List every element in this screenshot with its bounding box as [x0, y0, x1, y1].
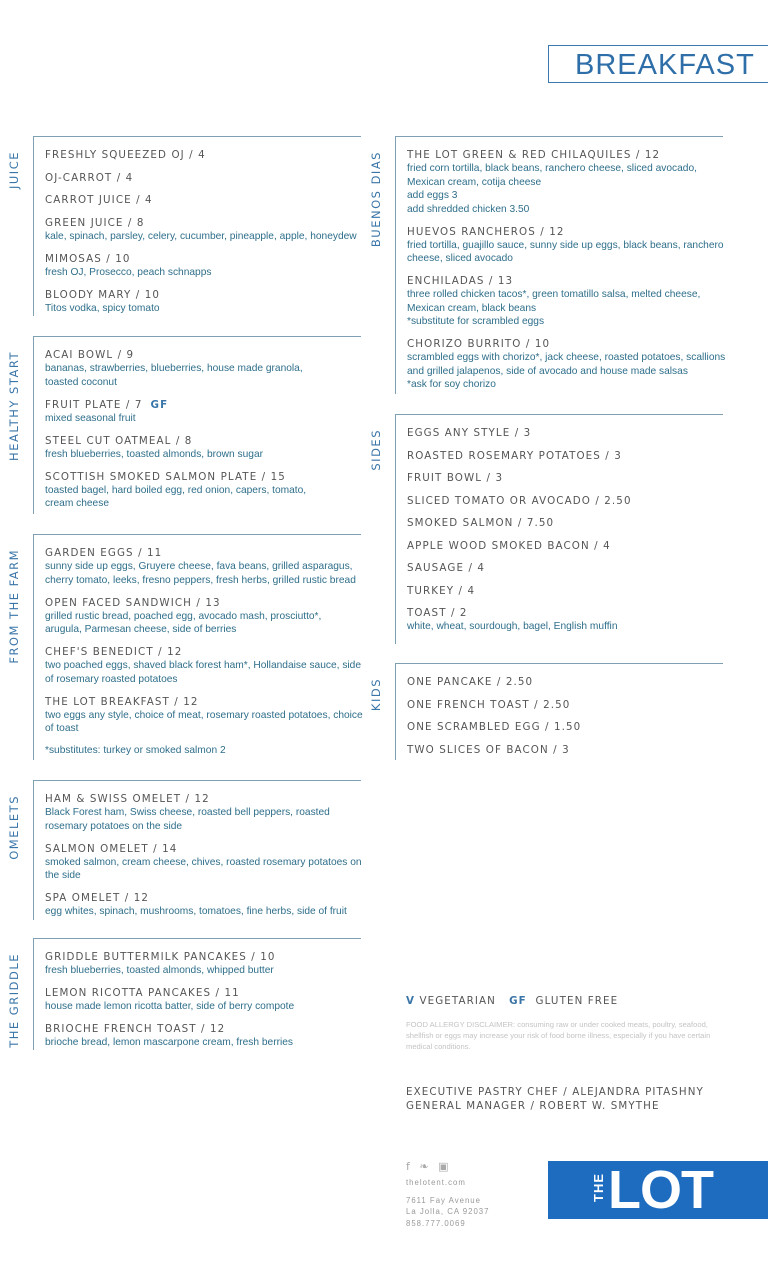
item-price: 9 [126, 349, 135, 361]
item-price: 12 [194, 793, 210, 805]
price-separator: / [521, 338, 535, 350]
price-separator: / [535, 225, 550, 238]
menu-item [407, 606, 723, 634]
menu-item [45, 986, 361, 1014]
item-name: THE LOT BREAKFAST [45, 695, 170, 708]
price-separator: / [482, 472, 496, 484]
item-price: 3 [562, 743, 570, 756]
item-description: Titos vodka, spicy tomato [45, 302, 160, 314]
item-price: 12 [644, 149, 661, 161]
section-label: JUICE [7, 151, 21, 189]
item-price: 15 [270, 470, 286, 483]
gluten-free-badge: GF [150, 398, 169, 411]
item-price: 13 [497, 275, 514, 287]
item-title [407, 561, 723, 575]
price-separator: / [631, 149, 645, 161]
vegetarian-label: VEGETARIAN [419, 995, 496, 1007]
item-title [45, 434, 361, 448]
menu-item [45, 695, 361, 758]
item-title [407, 274, 723, 288]
social-icons [406, 1160, 451, 1173]
menu-item [407, 720, 723, 734]
item-description: three rolled chicken tacos*, green tomatillo salsa, melted cheese, [407, 289, 701, 300]
menu-item [45, 950, 361, 978]
menu-item [407, 148, 723, 216]
item-price: 4 [125, 171, 134, 184]
item-description: fresh blueberries, toasted almonds, brown sugar [45, 448, 264, 460]
item-price: 10 [144, 288, 161, 301]
price-separator: / [529, 698, 544, 711]
item-title [45, 398, 361, 412]
price-separator: / [123, 216, 137, 229]
item-description: rosemary potatoes on the side [45, 820, 183, 832]
item-description: fried tortilla, guajillo sauce, sunny side up eggs, black beans, ranchero [407, 239, 724, 251]
item-title [407, 584, 723, 598]
item-description: grilled rustic bread, poached egg, avocado mash, prosciutto*, [45, 610, 322, 622]
staff-credits [406, 1085, 704, 1113]
item-description: scrambled eggs with chorizo*, jack cheese, roasted potatoes, scallions [407, 352, 726, 363]
address-line: 7611 Fay Avenue [406, 1195, 481, 1205]
item-title [45, 596, 361, 610]
item-title [45, 288, 361, 302]
menu-item [45, 398, 361, 426]
item-description: Mexican cream, cotija cheese [407, 176, 542, 188]
item-title [45, 148, 361, 162]
menu-item [45, 596, 361, 637]
section-buenos-dias [369, 136, 726, 394]
item-title [45, 891, 361, 905]
item-description: of toast [45, 723, 79, 734]
price-separator: / [120, 892, 134, 904]
item-price: 4 [477, 562, 486, 574]
website-link[interactable]: thelotent.com [406, 1178, 466, 1187]
price-separator: / [589, 539, 604, 552]
item-description: fresh OJ, Prosecco, peach schnapps [45, 266, 212, 278]
allergy-disclaimer: FOOD ALLERGY DISCLAIMER: consuming raw or under cooked meats, poultry, seafood, shellfish or eggs may increase your risk of food borne illness, especially if you have certain medical conditions. [406, 1020, 711, 1051]
price-separator: / [513, 517, 527, 529]
menu-item [45, 645, 361, 686]
section-from-the-farm [7, 534, 363, 760]
price-separator: / [446, 607, 460, 619]
item-name: SAUSAGE [407, 562, 465, 574]
menu-item [45, 792, 361, 833]
menu-item [45, 288, 361, 316]
item-name: HUEVOS RANCHEROS [407, 225, 536, 238]
price-separator: / [464, 562, 478, 574]
item-price: 12 [183, 695, 199, 708]
item-name: CHEF'S BENEDICT [45, 646, 154, 658]
menu-item [45, 546, 361, 587]
item-name: THE LOT GREEN & RED CHILAQUILES [407, 149, 632, 161]
menu-title: BREAKFAST [575, 49, 755, 81]
price-separator: / [181, 793, 195, 805]
menu-item [407, 337, 726, 392]
menu-item [407, 539, 723, 553]
item-description: Black Forest ham, Swiss cheese, roasted bell peppers, roasted [45, 807, 330, 818]
section-juice [7, 136, 361, 316]
item-description: cream cheese [45, 498, 109, 509]
item-title [407, 743, 723, 757]
item-price: 2.50 [543, 698, 571, 711]
item-price: 11 [147, 547, 163, 559]
section-omelets [7, 780, 362, 920]
item-price: 11 [224, 987, 240, 999]
menu-item [407, 274, 723, 329]
item-title [45, 546, 361, 560]
social-media-icons[interactable]: f ❧ ▣ [406, 1160, 452, 1173]
menu-item [45, 148, 361, 162]
menu-title-box [548, 45, 768, 83]
item-name: ROASTED ROSEMARY POTATOES [407, 449, 601, 462]
item-description: arugula, Parmesan cheese, side of berries [45, 624, 237, 635]
item-name: SALMON OMELET [45, 842, 149, 855]
item-name: FRUIT PLATE [45, 398, 122, 411]
section-label: OMELETS [7, 795, 21, 860]
menu-item [45, 252, 361, 280]
item-price: 3 [614, 449, 622, 462]
item-title [45, 842, 361, 856]
item-name: CHORIZO BURRITO [407, 338, 522, 350]
item-price: 8 [184, 434, 193, 447]
price-separator: / [510, 427, 524, 439]
phone-number: 858.777.0069 [406, 1218, 466, 1228]
menu-item [407, 449, 723, 463]
price-separator: / [113, 349, 127, 361]
item-title [407, 516, 723, 530]
general-manager-credit: GENERAL MANAGER / ROBERT W. SMYTHE [406, 1100, 660, 1112]
item-title [407, 720, 723, 734]
contact-info [406, 1177, 489, 1229]
item-name: OJ-CARROT [45, 171, 113, 184]
item-description: egg whites, spinach, mushrooms, tomatoes, fine herbs, side of fruit [45, 906, 347, 917]
item-description: bananas, strawberries, blueberries, house made granola, [45, 363, 303, 374]
item-name: GARDEN EGGS [45, 547, 134, 559]
item-title [407, 494, 723, 508]
item-price: 7.50 [526, 517, 555, 529]
menu-item [407, 426, 723, 440]
item-name: TOAST [407, 607, 447, 619]
item-description: and grilled jalapenos, side of avocado and house made salsas [407, 365, 688, 377]
price-separator: / [169, 695, 184, 708]
item-title [45, 470, 361, 484]
item-title [407, 148, 723, 162]
item-name: CARROT JUICE [45, 194, 132, 206]
price-separator: / [101, 252, 116, 265]
item-description: house made lemon ricotta batter, side of berry compote [45, 1001, 295, 1012]
item-name: ONE FRENCH TOAST [407, 698, 530, 711]
price-separator: / [133, 547, 148, 559]
item-name: ENCHILADAS [407, 275, 485, 287]
item-price: 10 [534, 338, 551, 350]
menu-item [407, 494, 723, 508]
menu-item [45, 891, 361, 919]
item-title [45, 171, 361, 185]
item-title [45, 645, 361, 659]
item-title [407, 426, 723, 440]
section-the-griddle [7, 938, 361, 1050]
menu-item [45, 434, 361, 462]
item-name: LEMON RICOTTA PANCAKES [45, 987, 212, 999]
price-separator: / [540, 721, 554, 733]
item-description: mixed seasonal fruit [45, 412, 136, 424]
price-separator: / [211, 987, 225, 999]
price-separator: / [184, 149, 199, 161]
pastry-chef-credit: EXECUTIVE PASTRY CHEF / ALEJANDRA PITASHNY [406, 1086, 704, 1098]
dietary-legend [406, 995, 618, 1007]
menu-item [45, 348, 361, 389]
item-title [45, 348, 361, 362]
the-lot-logo [548, 1161, 768, 1219]
logo-lot: LOT [608, 1160, 713, 1220]
item-name: SMOKED SALMON [407, 517, 514, 529]
price-separator: / [484, 275, 498, 287]
item-name: STEEL CUT OATMEAL [45, 434, 172, 447]
item-title [407, 698, 723, 712]
item-price: 12 [167, 646, 183, 658]
item-name: ONE SCRAMBLED EGG [407, 721, 541, 733]
item-name: MIMOSAS [45, 252, 102, 265]
item-name: BLOODY MARY [45, 288, 132, 301]
item-description: Mexican cream, black beans [407, 302, 537, 314]
item-title [407, 225, 723, 239]
price-separator: / [131, 288, 145, 301]
item-name: SPA OMELET [45, 892, 121, 904]
item-name: GREEN JUICE [45, 216, 124, 229]
price-separator: / [171, 434, 185, 447]
price-separator: / [131, 194, 146, 206]
item-description: toasted coconut [45, 376, 117, 388]
item-title [45, 792, 361, 806]
item-description: cheese, sliced avocado [407, 253, 513, 264]
item-description: add shredded chicken 3.50 [407, 203, 530, 215]
section-label: HEALTHY START [7, 351, 21, 461]
item-price: 10 [260, 951, 276, 963]
item-note: *substitutes: turkey or smoked salmon 2 [45, 744, 226, 756]
price-separator: / [192, 596, 206, 609]
item-description: two eggs any style, choice of meat, rosemary roasted potatoes, choice [45, 709, 363, 721]
item-name: APPLE WOOD SMOKED BACON [407, 539, 590, 552]
item-name: SCOTTISH SMOKED SALMON PLATE [45, 470, 258, 483]
item-description: fresh blueberries, toasted almonds, whipped butter [45, 965, 274, 976]
item-description: kale, spinach, parsley, celery, cucumber, pineapple, apple, honeydew [45, 230, 357, 242]
item-name: ONE PANCAKE [407, 676, 493, 688]
item-price: 1.50 [553, 721, 582, 733]
item-title [45, 216, 361, 230]
section-label: THE GRIDDLE [7, 953, 21, 1048]
item-price: 13 [205, 596, 221, 609]
item-description: cherry tomato, leeks, fresno peppers, fresh herbs, grilled rustic bread [45, 574, 356, 586]
item-price: 10 [115, 252, 131, 265]
item-title [45, 252, 361, 266]
item-title [407, 449, 723, 463]
menu-item [45, 470, 361, 511]
section-healthy-start [7, 336, 361, 514]
item-price: 4 [198, 149, 206, 161]
price-separator: / [196, 1023, 210, 1035]
gluten-free-label: GLUTEN FREE [535, 995, 619, 1007]
menu-item [45, 842, 361, 883]
item-price: 2.50 [604, 494, 632, 507]
gluten-free-mark: GF [509, 995, 527, 1007]
item-title [407, 539, 723, 553]
menu-item [407, 561, 723, 575]
item-description: *substitute for scrambled eggs [407, 316, 545, 327]
item-description: toasted bagel, hard boiled egg, red onion, capers, tomato, [45, 484, 307, 496]
item-price: 8 [136, 216, 145, 229]
price-separator: / [148, 842, 163, 855]
menu-item [407, 516, 723, 530]
item-title [407, 606, 723, 620]
item-description: sunny side up eggs, Gruyere cheese, fava beans, grilled asparagus, [45, 561, 353, 572]
item-description: fried corn tortilla, black beans, ranchero cheese, sliced avocado, [407, 163, 697, 174]
section-kids [369, 663, 723, 760]
price-separator: / [454, 584, 468, 597]
item-price: 12 [209, 1023, 226, 1035]
price-separator: / [257, 470, 271, 483]
item-description: white, wheat, sourdough, bagel, English muffin [407, 621, 618, 632]
menu-item [45, 193, 361, 207]
section-label: KIDS [369, 678, 383, 712]
price-separator: / [590, 494, 605, 507]
item-name: GRIDDLE BUTTERMILK PANCAKES [45, 951, 247, 963]
price-separator: / [246, 951, 261, 963]
item-description: two poached eggs, shaved black forest ham*, Hollandaise sauce, side [45, 660, 362, 671]
menu-item [407, 584, 723, 598]
section-label: FROM THE FARM [7, 549, 21, 664]
price-separator: / [600, 449, 615, 462]
item-description: smoked salmon, cream cheese, chives, roasted rosemary potatoes on [45, 856, 362, 868]
item-price: 3 [495, 472, 504, 484]
item-title [45, 950, 361, 964]
price-separator: / [112, 171, 126, 184]
menu-item [407, 225, 723, 266]
item-price: 7 [134, 398, 143, 411]
vegetarian-mark: V [406, 995, 416, 1007]
item-description: add eggs 3 [407, 190, 458, 201]
section-sides [369, 414, 723, 644]
menu-item [407, 743, 723, 757]
price-separator: / [492, 676, 506, 688]
item-name: FRUIT BOWL [407, 472, 483, 484]
item-name: BRIOCHE FRENCH TOAST [45, 1023, 197, 1035]
logo-the: THE [591, 1173, 606, 1202]
item-name: OPEN FACED SANDWICH [45, 596, 192, 609]
section-label: SIDES [369, 429, 383, 471]
item-title [407, 471, 723, 485]
item-name: ACAI BOWL [45, 349, 114, 361]
address-city: La Jolla, CA 92037 [406, 1207, 490, 1216]
price-separator: / [153, 646, 168, 658]
item-price: 14 [162, 842, 178, 855]
price-separator: / [548, 743, 563, 756]
item-price: 4 [145, 194, 153, 206]
menu-item [45, 171, 361, 185]
price-separator: / [121, 398, 135, 411]
menu-item [45, 1022, 361, 1050]
menu-item [45, 216, 361, 244]
item-price: 4 [467, 584, 476, 597]
item-description: brioche bread, lemon mascarpone cream, fresh berries [45, 1037, 294, 1048]
item-title [407, 337, 723, 351]
menu-item [407, 471, 723, 485]
item-title [45, 986, 361, 1000]
item-description: of rosemary roasted potatoes [45, 673, 178, 685]
item-price: 3 [523, 427, 532, 439]
item-title [45, 1022, 361, 1036]
item-title [45, 695, 361, 709]
menu-item [407, 698, 723, 712]
item-name: EGGS ANY STYLE [407, 427, 511, 439]
item-name: FRESHLY SQUEEZED OJ [45, 149, 185, 161]
item-price: 12 [549, 225, 565, 238]
menu-item [407, 675, 723, 689]
item-price: 12 [133, 892, 150, 904]
section-label: BUENOS DIAS [369, 151, 383, 248]
item-description: the side [45, 870, 81, 881]
item-name: TWO SLICES OF BACON [407, 743, 549, 756]
item-title [407, 675, 723, 689]
item-name: HAM & SWISS OMELET [45, 793, 182, 805]
item-price: 4 [603, 539, 611, 552]
item-title [45, 193, 361, 207]
item-name: SLICED TOMATO OR AVOCADO [407, 494, 591, 507]
item-description: *ask for soy chorizo [407, 379, 496, 390]
item-price: 2.50 [505, 676, 534, 688]
item-price: 2 [459, 607, 468, 619]
item-name: TURKEY [407, 584, 455, 597]
